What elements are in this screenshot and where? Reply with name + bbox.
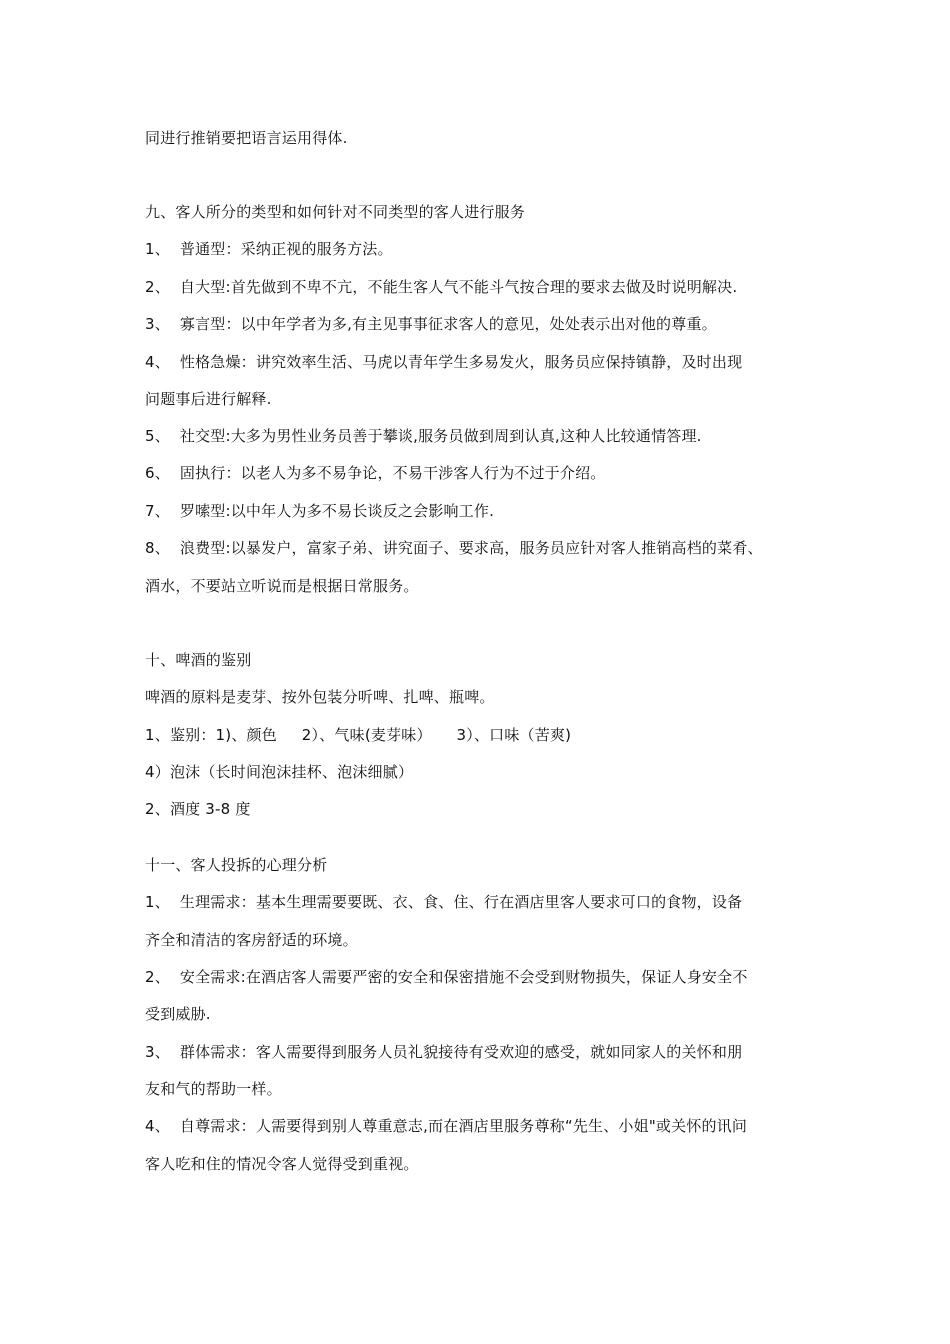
list-item: 7、 罗嗦型:以中年人为多不易长谈反之会影响工作. xyxy=(145,502,495,520)
text-line: 酒水，不要站立听说而是根据日常服务。 xyxy=(145,577,419,595)
text-line: 友和气的帮助一样。 xyxy=(145,1080,282,1098)
list-item: 2、 安全需求:在酒店客人需要严密的安全和保密措施不会受到财物损失，保证人身安全不 xyxy=(145,968,748,986)
text-line: 啤酒的原料是麦芽、按外包装分听啤、扎啤、瓶啤。 xyxy=(145,688,495,706)
list-item: 5、 社交型:大多为男性业务员善于攀谈,服务员做到周到认真,这种人比较通情答理. xyxy=(145,427,702,445)
list-item: 4、 性格急燥：讲究效率生活、马虎以青年学生多易发火，服务员应保持镇静，及时出现 xyxy=(145,353,743,371)
list-item: 1、鉴别：1)、颜色 2）、气味(麦芽味） 3）、口味（苦爽) xyxy=(145,726,572,744)
text-line: 同进行推销要把语言运用得体. xyxy=(145,129,348,147)
list-item: 1、 普通型：采纳正视的服务方法。 xyxy=(145,240,393,258)
list-item: 1、 生理需求：基本生理需要要既、衣、食、住、行在酒店里客人要求可口的食物，设备 xyxy=(145,893,743,911)
list-item: 4）泡沫（长时间泡沫挂杯、泡沫细腻） xyxy=(145,763,414,781)
text-line: 齐全和清洁的客房舒适的环境。 xyxy=(145,931,358,949)
section-heading-11: 十一、客人投拆的心理分析 xyxy=(145,856,328,874)
list-item: 3、 寡言型：以中年学者为多,有主见事事征求客人的意见，处处表示出对他的尊重。 xyxy=(145,315,717,333)
list-item: 8、 浪费型:以暴发户，富家子弟、讲究面子、要求高，服务员应针对客人推销高档的菜肴、 xyxy=(145,539,763,557)
section-heading-9: 九、客人所分的类型和如何针对不同类型的客人进行服务 xyxy=(145,203,526,221)
list-item: 4、 自尊需求：人需要得到别人尊重意志,而在酒店里服务尊称“先生、小姐"或关怀的讯问 xyxy=(145,1117,748,1135)
text-line: 问题事后进行解释. xyxy=(145,390,272,408)
text-line: 客人吃和住的情况令客人觉得受到重视。 xyxy=(145,1155,419,1173)
list-item: 2、 自大型:首先做到不卑不亢，不能生客人气不能斗气按合理的要求去做及时说明解决. xyxy=(145,278,738,296)
list-item: 2、酒度 3-8 度 xyxy=(145,800,251,818)
text-line: 受到威胁. xyxy=(145,1005,211,1023)
list-item: 6、 固执行：以老人为多不易争论，不易干涉客人行为不过于介绍。 xyxy=(145,464,606,482)
section-heading-10: 十、啤酒的鉴别 xyxy=(145,651,252,669)
list-item: 3、 群体需求：客人需要得到服务人员礼貌接待有受欢迎的感受，就如同家人的关怀和朋 xyxy=(145,1043,743,1061)
